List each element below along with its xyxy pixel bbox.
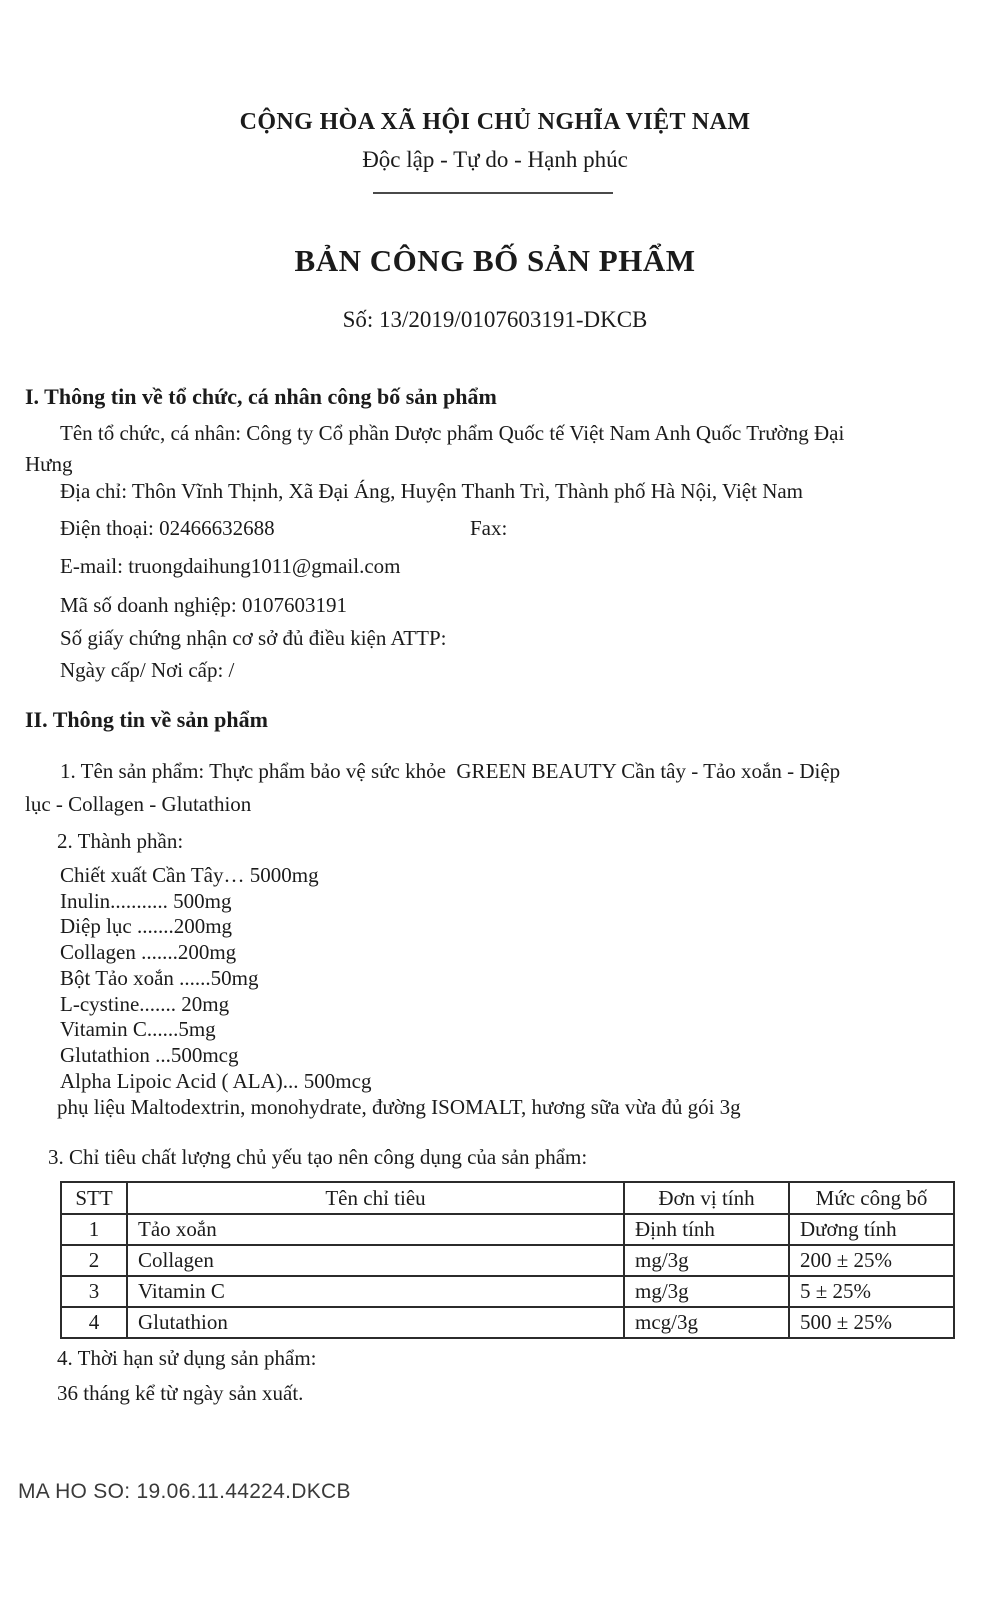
- ingredient-item: Glutathion ...500mcg: [60, 1043, 239, 1067]
- table-row: [61, 1307, 954, 1338]
- cell-level: 200 ± 25%: [789, 1245, 954, 1276]
- ingredients-heading: 2. Thành phần:: [57, 829, 184, 853]
- cell-stt: 2: [61, 1245, 127, 1276]
- file-code: MA HO SO: 19.06.11.44224.DKCB: [18, 1480, 351, 1503]
- table-row: [61, 1276, 954, 1307]
- cell-criterion: Glutathion: [127, 1307, 624, 1338]
- table-header-row: [61, 1182, 954, 1214]
- cell-unit: mcg/3g: [624, 1307, 789, 1338]
- org-address: Địa chỉ: Thôn Vĩnh Thịnh, Xã Đại Áng, Huyện Thanh Trì, Thành phố Hà Nội, Việt Nam: [60, 479, 804, 503]
- org-name-line2: Hưng: [25, 452, 73, 476]
- ingredient-item: Chiết xuất Cần Tây… 5000mg: [60, 863, 319, 887]
- cell-unit: Định tính: [624, 1214, 789, 1245]
- quality-table: [60, 1181, 955, 1339]
- cell-criterion: Collagen: [127, 1245, 624, 1276]
- cell-level: 500 ± 25%: [789, 1307, 954, 1338]
- national-title: CỘNG HÒA XÃ HỘI CHỦ NGHĨA VIỆT NAM: [239, 109, 751, 135]
- section2-heading: II. Thông tin về sản phẩm: [25, 707, 268, 732]
- org-fax: Fax:: [470, 516, 508, 540]
- cell-criterion: Tảo xoắn: [127, 1214, 624, 1245]
- ingredient-item: Collagen .......200mg: [60, 940, 237, 964]
- col-header-level: Mức công bố: [789, 1182, 954, 1214]
- cell-stt: 1: [61, 1214, 127, 1245]
- ingredient-item: Diệp lục .......200mg: [60, 914, 233, 938]
- quality-heading: 3. Chỉ tiêu chất lượng chủ yếu tạo nên công dụng của sản phẩm:: [48, 1145, 588, 1169]
- table-row: [61, 1245, 954, 1276]
- attp-certificate: Số giấy chứng nhận cơ sở đủ điều kiện ATTP:: [60, 626, 447, 650]
- cell-stt: 4: [61, 1307, 127, 1338]
- business-code: Mã số doanh nghiệp: 0107603191: [60, 593, 347, 617]
- org-phone: Điện thoại: 02466632688: [60, 516, 275, 540]
- issue-date-place: Ngày cấp/ Nơi cấp: /: [60, 658, 235, 682]
- ingredient-item: Inulin........... 500mg: [60, 889, 232, 913]
- document-title: BẢN CÔNG BỐ SẢN PHẨM: [294, 243, 696, 278]
- ingredient-item: L-cystine....... 20mg: [60, 992, 230, 1016]
- col-header-unit: Đơn vị tính: [624, 1182, 789, 1214]
- table-row: [61, 1214, 954, 1245]
- ingredient-item: Bột Tảo xoắn ......50mg: [60, 966, 259, 990]
- ingredient-item: Vitamin C......5mg: [60, 1017, 216, 1041]
- cell-unit: mg/3g: [624, 1245, 789, 1276]
- cell-level: Dương tính: [789, 1214, 954, 1245]
- ingredient-item: Alpha Lipoic Acid ( ALA)... 500mcg: [60, 1069, 372, 1093]
- shelf-life-value: 36 tháng kể từ ngày sản xuất.: [57, 1381, 304, 1405]
- org-name-line1: Tên tổ chức, cá nhân: Công ty Cổ phần Dược phẩm Quốc tế Việt Nam Anh Quốc Trường Đại: [60, 421, 845, 445]
- excipients-line: phụ liệu Maltodextrin, monohydrate, đường ISOMALT, hương sữa vừa đủ gói 3g: [57, 1095, 741, 1119]
- shelf-life-heading: 4. Thời hạn sử dụng sản phẩm:: [57, 1346, 317, 1370]
- product-name-line2: lục - Collagen - Glutathion: [25, 792, 252, 816]
- col-header-criterion: Tên chỉ tiêu: [127, 1182, 624, 1214]
- header-divider-line: [373, 192, 613, 194]
- product-name-line1: 1. Tên sản phẩm: Thực phẩm bảo vệ sức khỏe GREEN BEAUTY Cần tây - Tảo xoắn - Diệp: [60, 759, 841, 783]
- org-email: E-mail: truongdaihung1011@gmail.com: [60, 554, 401, 578]
- col-header-stt: STT: [61, 1182, 127, 1214]
- cell-criterion: Vitamin C: [127, 1276, 624, 1307]
- national-motto: Độc lập - Tự do - Hạnh phúc: [362, 147, 628, 172]
- section1-heading: I. Thông tin về tổ chức, cá nhân công bố sản phẩm: [25, 384, 497, 409]
- cell-stt: 3: [61, 1276, 127, 1307]
- cell-unit: mg/3g: [624, 1276, 789, 1307]
- cell-level: 5 ± 25%: [789, 1276, 954, 1307]
- document-number: Số: 13/2019/0107603191-DKCB: [342, 307, 648, 332]
